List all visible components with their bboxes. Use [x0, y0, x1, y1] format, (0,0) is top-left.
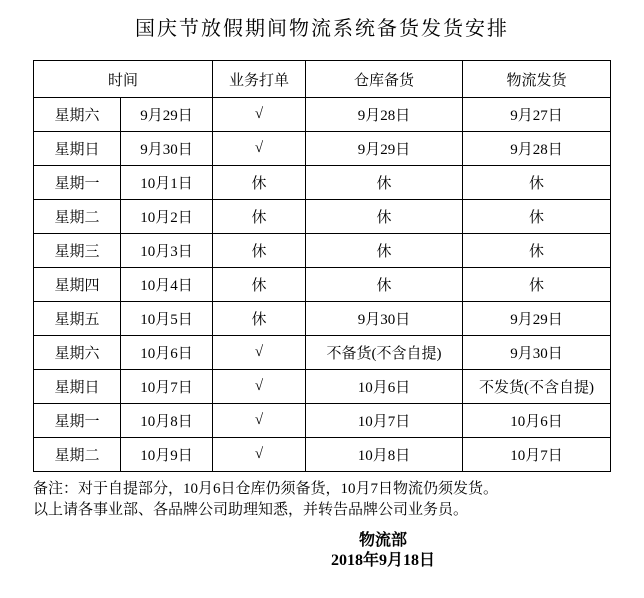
order-status-cell: 休 [213, 200, 306, 234]
stock-date-cell: 休 [306, 234, 463, 268]
ship-date-cell: 不发货(不含自提) [463, 370, 611, 404]
weekday-cell: 星期六 [34, 98, 121, 132]
stock-date-cell: 9月28日 [306, 98, 463, 132]
stock-date-cell: 不备货(不含自提) [306, 336, 463, 370]
order-status-cell: 休 [213, 268, 306, 302]
ship-date-cell: 9月28日 [463, 132, 611, 166]
date-cell: 10月8日 [121, 404, 213, 438]
date-cell: 10月3日 [121, 234, 213, 268]
ship-date-cell: 9月29日 [463, 302, 611, 336]
weekday-cell: 星期五 [34, 302, 121, 336]
date-cell: 10月4日 [121, 268, 213, 302]
table-row [34, 98, 611, 132]
schedule-table [33, 60, 611, 472]
note-line-notice: 以上请各事业部、各品牌公司助理知悉，并转告品牌公司业务员。 [33, 502, 469, 518]
ship-date-cell: 9月30日 [463, 336, 611, 370]
weekday-cell: 星期日 [34, 132, 121, 166]
weekday-cell: 星期二 [34, 438, 121, 472]
table-row [34, 370, 611, 404]
page-title: 国庆节放假期间物流系统备货发货安排 [135, 18, 509, 40]
signature-date: 2018年9月18日 [330, 552, 435, 569]
date-cell: 10月6日 [121, 336, 213, 370]
table-row [34, 268, 611, 302]
weekday-cell: 星期三 [34, 234, 121, 268]
stock-date-cell: 9月29日 [306, 132, 463, 166]
weekday-cell: 星期六 [34, 336, 121, 370]
order-status-cell: √ [213, 336, 306, 370]
order-status-cell: √ [213, 438, 306, 472]
ship-date-cell: 休 [463, 200, 611, 234]
stock-date-cell: 休 [306, 166, 463, 200]
stock-date-cell: 休 [306, 200, 463, 234]
order-status-cell: √ [213, 404, 306, 438]
date-cell: 9月30日 [121, 132, 213, 166]
order-status-cell: 休 [213, 166, 306, 200]
column-header-stock: 仓库备货 [306, 61, 463, 98]
date-cell: 9月29日 [121, 98, 213, 132]
signature-department: 物流部 [358, 532, 407, 549]
stock-date-cell: 9月30日 [306, 302, 463, 336]
ship-date-cell: 10月7日 [463, 438, 611, 472]
note-line-remark: 备注：对于自提部分，10月6日仓库仍须备货，10月7日物流仍须发货。 [33, 481, 499, 497]
signature-block [263, 531, 503, 571]
table-row [34, 234, 611, 268]
stock-date-cell: 10月8日 [306, 438, 463, 472]
order-status-cell: 休 [213, 234, 306, 268]
stock-date-cell: 10月7日 [306, 404, 463, 438]
stock-date-cell: 休 [306, 268, 463, 302]
date-cell: 10月1日 [121, 166, 213, 200]
notes-block [33, 479, 644, 521]
table-row [34, 438, 611, 472]
table-row [34, 336, 611, 370]
table-row [34, 302, 611, 336]
date-cell: 10月5日 [121, 302, 213, 336]
ship-date-cell: 10月6日 [463, 404, 611, 438]
order-status-cell: √ [213, 132, 306, 166]
stock-date-cell: 10月6日 [306, 370, 463, 404]
ship-date-cell: 9月27日 [463, 98, 611, 132]
ship-date-cell: 休 [463, 166, 611, 200]
table-row [34, 404, 611, 438]
column-header-order: 业务打单 [213, 61, 306, 98]
date-cell: 10月7日 [121, 370, 213, 404]
weekday-cell: 星期一 [34, 404, 121, 438]
order-status-cell: √ [213, 98, 306, 132]
table-row [34, 200, 611, 234]
ship-date-cell: 休 [463, 234, 611, 268]
weekday-cell: 星期日 [34, 370, 121, 404]
date-cell: 10月9日 [121, 438, 213, 472]
column-header-time: 时间 [34, 61, 213, 98]
weekday-cell: 星期一 [34, 166, 121, 200]
weekday-cell: 星期四 [34, 268, 121, 302]
table-row [34, 132, 611, 166]
ship-date-cell: 休 [463, 268, 611, 302]
weekday-cell: 星期二 [34, 200, 121, 234]
column-header-ship: 物流发货 [463, 61, 611, 98]
header-row [34, 61, 611, 98]
table-row [34, 166, 611, 200]
date-cell: 10月2日 [121, 200, 213, 234]
order-status-cell: 休 [213, 302, 306, 336]
order-status-cell: √ [213, 370, 306, 404]
